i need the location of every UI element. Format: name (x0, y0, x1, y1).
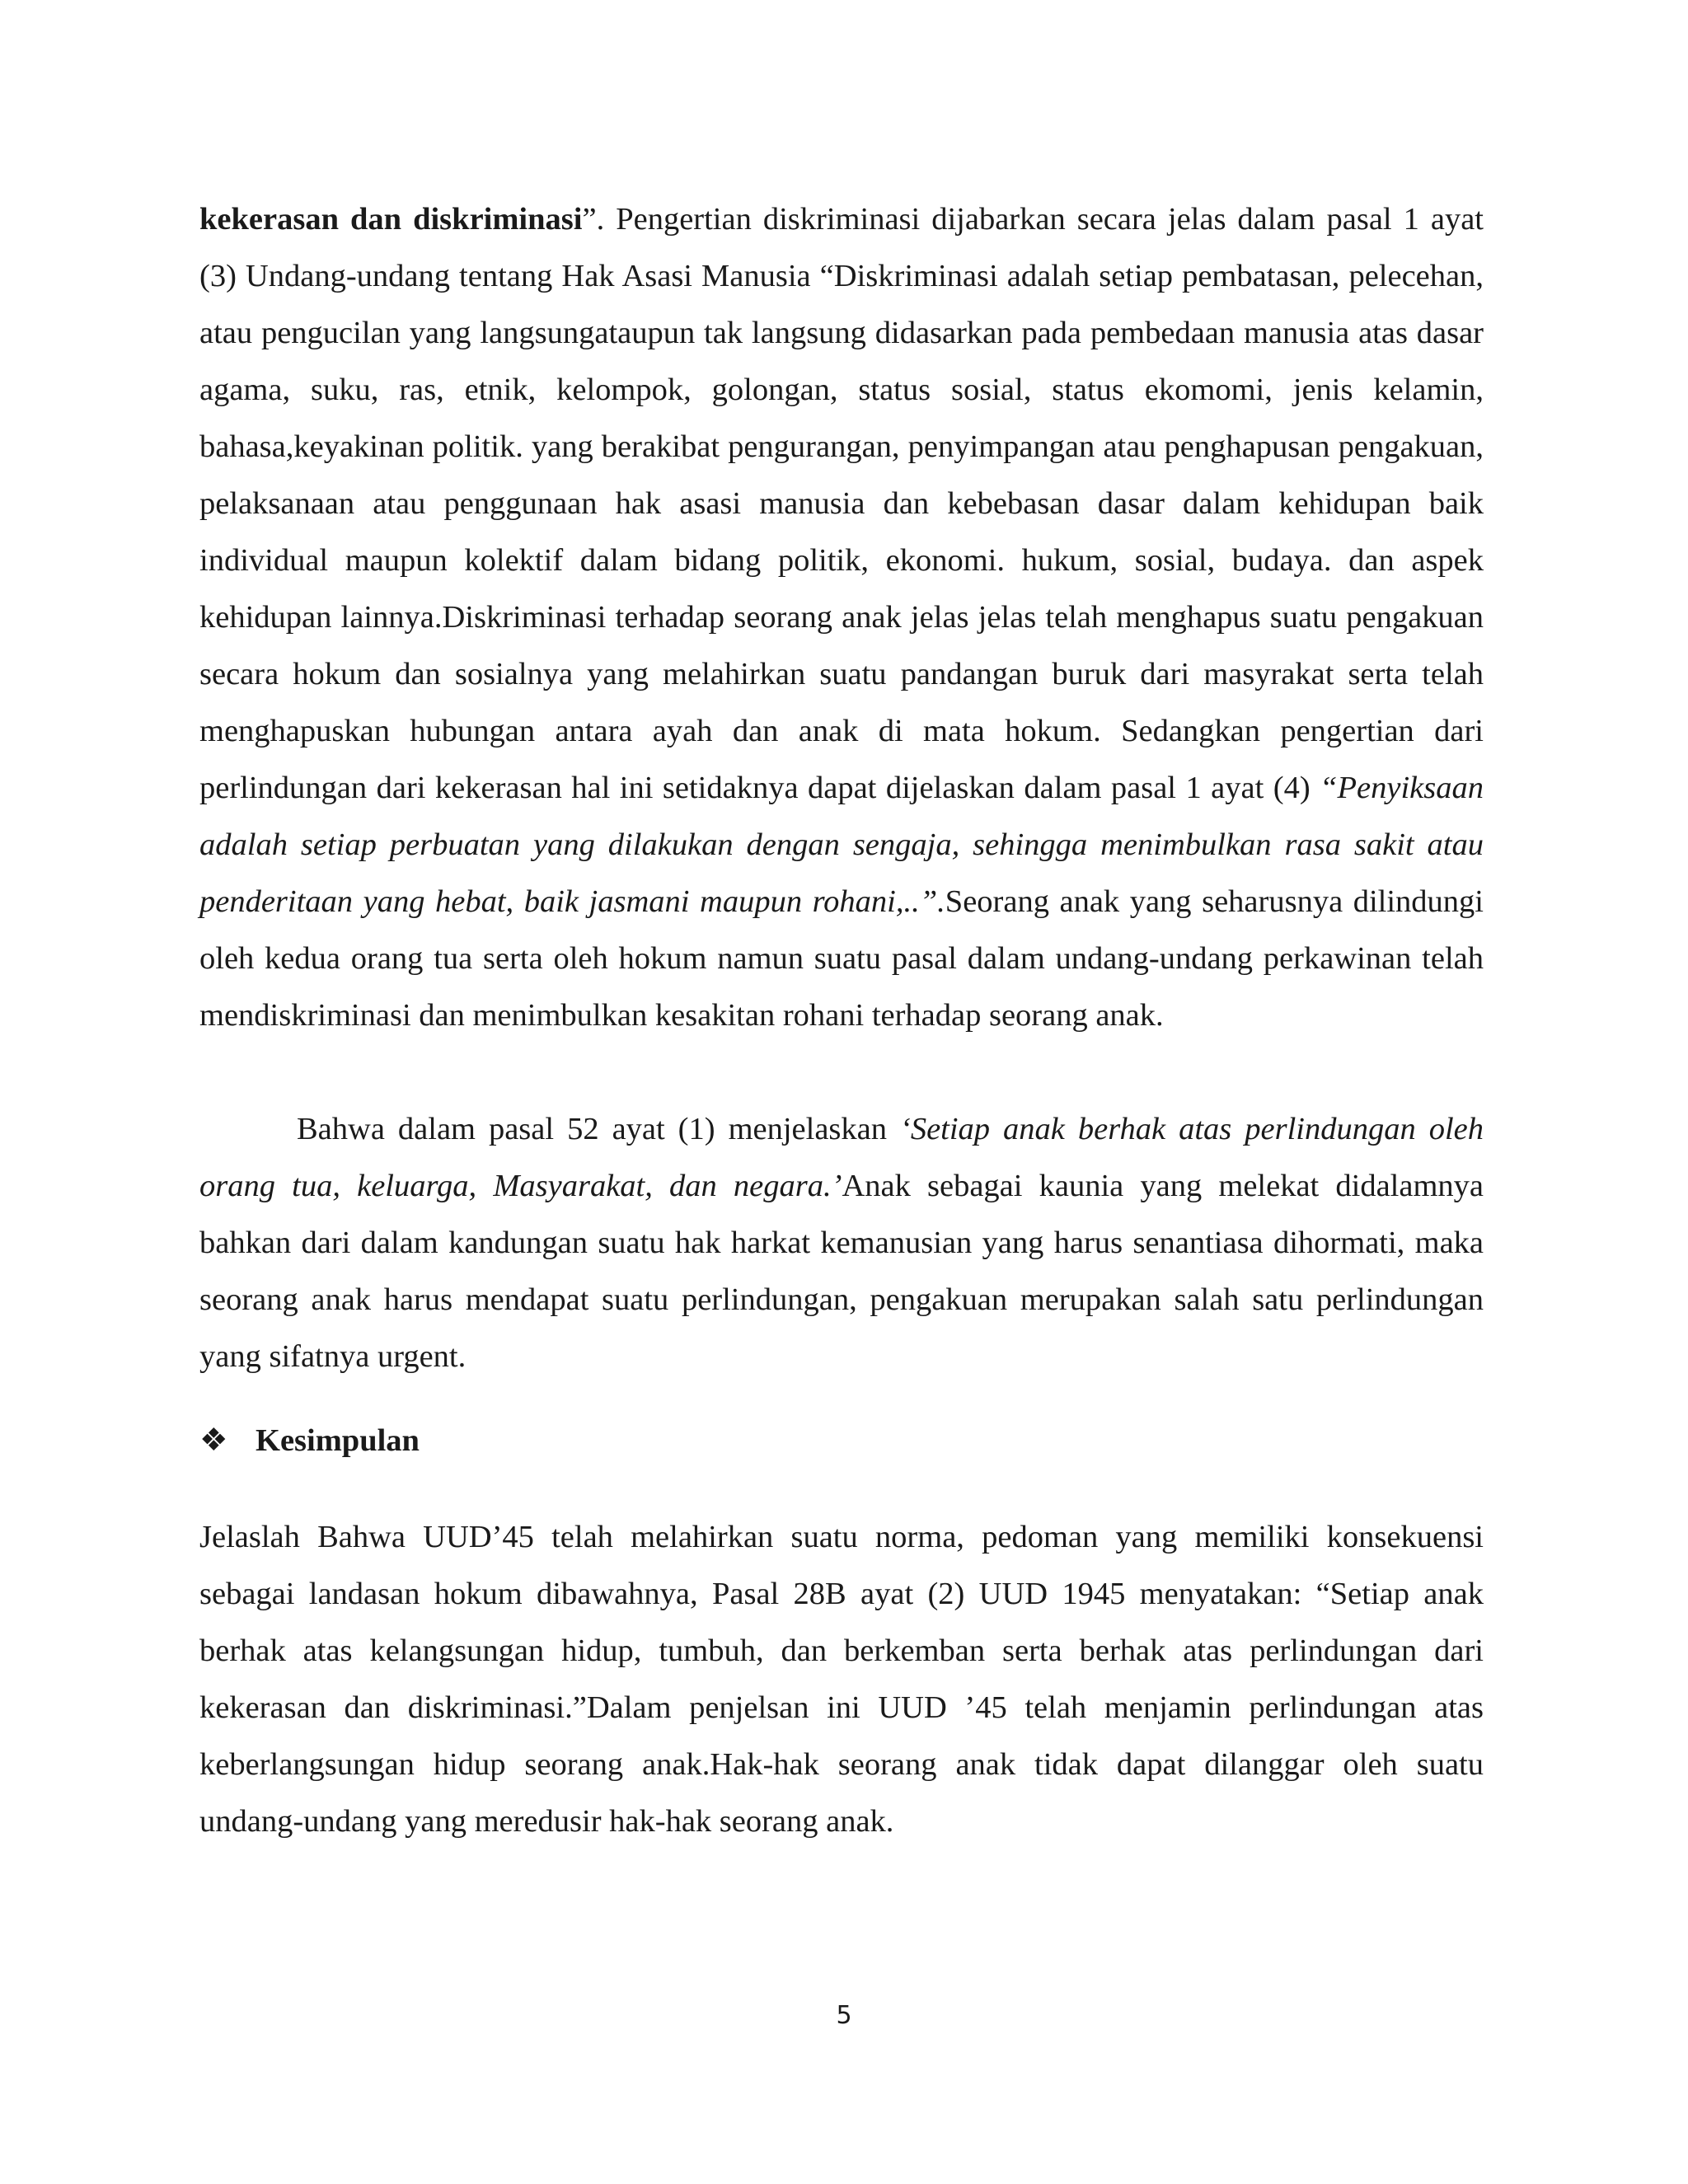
italic-quote: “Penyiksaan adalah setiap perbuatan yang dilakukan dengan sengaja, sehingga menimbulkan rasa sakit atau penderitaan yang hebat, baik jasmani maupun rohani,..”. (199, 771, 1484, 919)
conclusion-paragraph (199, 1509, 1484, 1850)
paragraph-text: ”. Pengertian diskriminasi dijabarkan secara jelas dalam pasal 1 ayat (3) Undang-undang tentang Hak Asasi Manusia “Diskriminasi adalah setiap pembatasan, pelecehan, atau pengucilan yang langsungataupun tak langsung didasarkan pada pembedaan manusia atas dasar agama, suku, ras, etnik, kelompok, golongan, status sosial, status ekomomi, jenis kelamin, bahasa,keyakinan politik. yang berakibat pengurangan, penyimpangan atau penghapusan pengakuan, pelaksanaan atau penggunaan hak asasi manusia dan kebebasan dasar dalam kehidupan baik individual maupun kolektif dalam bidang politik, ekonomi. hukum, sosial, budaya. dan aspek kehidupan lainnya.Diskriminasi terhadap seorang anak jelas jelas telah menghapus suatu pengakuan secara hokum dan sosialnya yang melahirkan suatu pandangan buruk dari masyrakat serta telah menghapuskan hubungan antara ayah dan anak di mata hokum. Sedangkan pengertian dari perlindungan dari kekerasan hal ini setidaknya dapat dijelaskan dalam pasal 1 ayat (4) (199, 202, 1484, 805)
page-number: 5 (836, 2001, 852, 2030)
body-paragraph-2 (199, 1101, 1484, 1385)
paragraph-text: Anak sebagai kaunia yang melekat didalamnya bahkan dari dalam kandungan suatu hak harkat kemanusian yang harus senantiasa dihormati, maka seorang anak harus mendapat suatu perlindungan, pengakuan merupakan salah satu perlindungan yang sifatnya urgent. (199, 1169, 1484, 1374)
paragraph-text: Seorang anak yang seharusnya dilindungi oleh kedua orang tua serta oleh hokum namun suatu pasal dalam undang-undang perkawinan telah mendiskriminasi dan menimbulkan kesakitan rohani terhadap seorang anak. (199, 884, 1484, 1033)
bold-lead-text: kekerasan dan diskriminasi (199, 202, 583, 237)
paragraph-text: Bahwa dalam pasal 52 ayat (1) menjelaskan (297, 1112, 900, 1146)
italic-quote: ‘Setiap anak berhak atas perlindungan oleh orang tua, keluarga, Masyarakat, dan negara.’ (199, 1112, 1484, 1203)
section-heading-label: Kesimpulan (256, 1423, 420, 1458)
paragraph-text: Jelaslah Bahwa UUD’45 telah melahirkan suatu norma, pedoman yang memiliki konsekuensi sebagai landasan hokum dibawahnya, Pasal 28B ayat (2) UUD 1945 menyatakan: “Setiap anak berhak atas kelangsungan hidup, tumbuh, dan berkemban serta berhak atas perlindungan dari kekerasan dan diskriminasi.”Dalam penjelsan ini UUD ’45 telah menjamin perlindungan atas keberlangsungan hidup seorang anak.Hak-hak seorang anak tidak dapat dilanggar oleh suatu undang-undang yang meredusir hak-hak seorang anak. (199, 1520, 1484, 1839)
body-paragraph-1 (199, 191, 1484, 1044)
diamond-bullet-icon: ❖ (199, 1423, 228, 1458)
section-heading (199, 1413, 420, 1469)
